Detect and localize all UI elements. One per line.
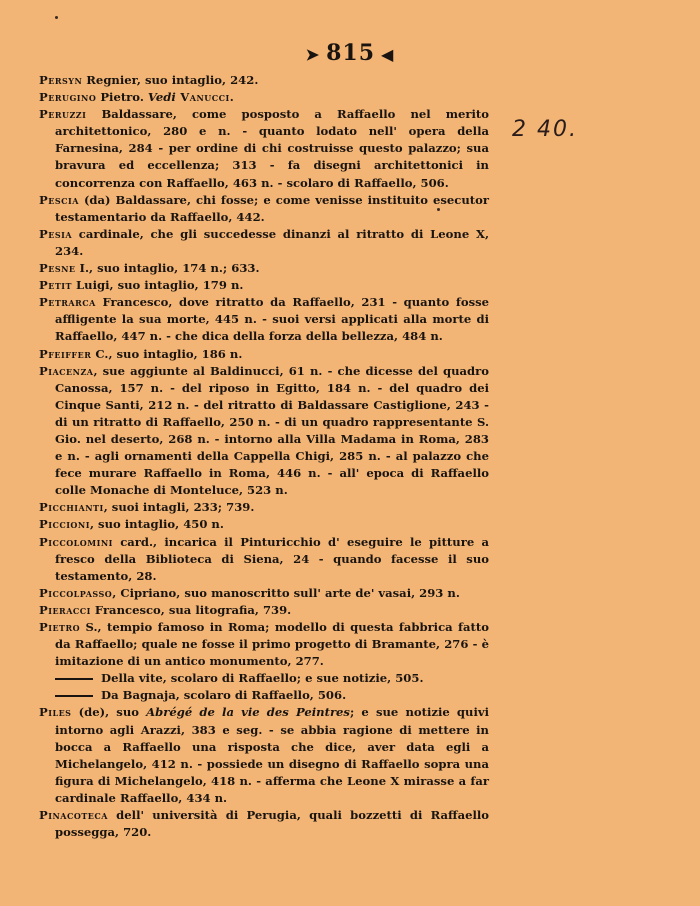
index-entry [39, 192, 489, 226]
entry-head: Piles [39, 705, 72, 720]
index-entry [39, 260, 489, 277]
entry-head: Piccolomini [39, 534, 113, 549]
index-entry [39, 516, 489, 533]
entry-text: Luigi, suo intaglio, 179 n. [71, 278, 244, 293]
entry-text: Da Bagnaja, scolaro di Raffaello, 506. [97, 688, 347, 703]
entry-text: , sue aggiunte al Baldinucci, 61 n. - che dicesse del quadro Canossa, 157 n. - del riposo in Egitto, 184 n. - del quadro dei Cinque Santi, 212 n. - del ritratto di Baldassare Castiglione, 243 - di un ritratto di Raffaello, 250 n. - di un quadro rappresentante S. Gio. nel deserto, 268 n. - intorno alla Villa Madama in Roma, 283 e n. - agli ornamenti della Cappella Chigi, 285 n. - al palazzo che fece murare Raffaello in Roma, 446 n. - all' epoca di Raffaello colle Monache di Monteluce, 523 n. [55, 363, 489, 498]
entry-text: I., suo intaglio, 174 n.; 633. [75, 261, 260, 276]
index-entry [39, 89, 489, 106]
entry-head-secondary: Vanucci. [175, 90, 235, 105]
entry-text: C., suo intaglio, 186 n. [91, 346, 243, 361]
entry-italic: Abrégé de la vie des Peintres [146, 705, 350, 720]
entry-text-continued: ; e sue notizie quivi intorno agli Arazzi, 383 e seg. - se abbia ragione di mettere in bocca a Raffaello una risposta che dice, aver data egli a Michelangelo, 412 n. - possiede un disegno di Raffaello sopra una figura di Michelangelo, 418 n. - afferma che Leone X mirasse a far cardinale Raffaello, 434 n. [55, 705, 489, 805]
entry-head: Pfeiffer [39, 346, 92, 361]
entry-text: dell' università di Perugia, quali bozzetti di Raffaello possegga, 720. [55, 808, 489, 840]
page-number: 815 [326, 40, 376, 66]
page-header [0, 40, 700, 66]
entry-head: Peruzzi [39, 107, 87, 122]
index-subentry [39, 687, 489, 704]
index-entry [39, 106, 489, 191]
entry-head: Pesne [39, 261, 76, 276]
entry-head: Perugino [39, 90, 97, 105]
index-entry [39, 602, 489, 619]
index-column [39, 72, 489, 841]
entry-text: , suo intaglio, 450 n. [89, 517, 224, 532]
entry-head: Pescia [39, 192, 79, 207]
entry-text: (da) Baldassare, chi fosse; e come venisse instituito esecutor testamentario da Raffaello, 442. [55, 192, 489, 224]
index-entry [39, 363, 489, 500]
right-arrow-icon: ➤ [305, 44, 321, 64]
index-entry [39, 619, 489, 670]
entry-italic: Vedi [147, 90, 176, 105]
entry-head: Pieracci [39, 602, 91, 617]
index-subentry [39, 670, 489, 687]
entry-text: Baldassare, come posposto a Raffaello nel merito architettonico, 280 e n. - quanto lodato nell' opera della Farnesina, 284 - per ordine di chi costruisse questo palazzo; sua bravura ed eccellenza; 313 - fa disegni architettonici in concorrenza con Raffaello, 463 n. - scolaro di Raffaello, 506. [55, 107, 489, 190]
entry-head: Piacenza [39, 363, 94, 378]
entry-head: Picchianti [39, 500, 104, 515]
entry-text: Regnier, suo intaglio, 242. [82, 73, 259, 87]
entry-head: Pietro [39, 620, 81, 634]
entry-head: Piccioni [39, 517, 90, 532]
entry-head: Persyn [39, 73, 83, 87]
index-entry [39, 534, 489, 585]
entry-head: Piccolpasso [39, 585, 113, 600]
entry-text: , Cipriano, suo manoscritto sull' arte de' vasai, 293 n. [112, 585, 460, 600]
index-entry [39, 499, 489, 516]
entry-text: Della vite, scolaro di Raffaello; e sue notizie, 505. [97, 671, 424, 686]
ditto-dash [55, 695, 93, 697]
entry-head: Pesia [39, 226, 73, 241]
entry-head: Pinacoteca [39, 808, 108, 823]
index-entry [39, 294, 489, 345]
handwritten-margin-note: 2 40. [512, 117, 578, 142]
index-entry [39, 807, 489, 841]
entry-head: Petrarca [39, 295, 96, 310]
entry-text: S., tempio famoso in Roma; modello di questa fabbrica fatto da Raffaello; quale ne fosse il primo progetto di Bramante, 276 - è imitazione di un antico monumento, 277. [55, 620, 489, 669]
speck [55, 16, 58, 19]
index-entry [39, 346, 489, 363]
index-entry [39, 704, 489, 807]
index-entry [39, 226, 489, 260]
ditto-dash [55, 678, 93, 680]
entry-text: (de), suo [71, 705, 147, 720]
index-entry [39, 72, 489, 89]
entry-head: Petit [39, 278, 72, 293]
entry-text: Pietro. [96, 90, 148, 105]
entry-text: cardinale, che gli succedesse dinanzi al ritratto di Leone X, 234. [55, 226, 489, 258]
entry-text: , suoi intagli, 233; 739. [103, 500, 255, 515]
entry-text: Francesco, dove ritratto da Raffaello, 231 - quanto fosse affligente la sua morte, 445 n. - suoi versi applicati alla morte di Raffaello, 447 n. - che dica della forza della bellezza, 484 n. [55, 295, 489, 344]
entry-text: card., incarica il Pinturicchio d' eseguire le pitture a fresco della Biblioteca di Siena, 24 - quando facesse il suo testamento, 28. [55, 534, 489, 583]
left-arrow-icon: ◀ [381, 44, 395, 64]
index-entry [39, 585, 489, 602]
index-entry [39, 277, 489, 294]
entry-text: Francesco, sua litografia, 739. [90, 602, 292, 617]
